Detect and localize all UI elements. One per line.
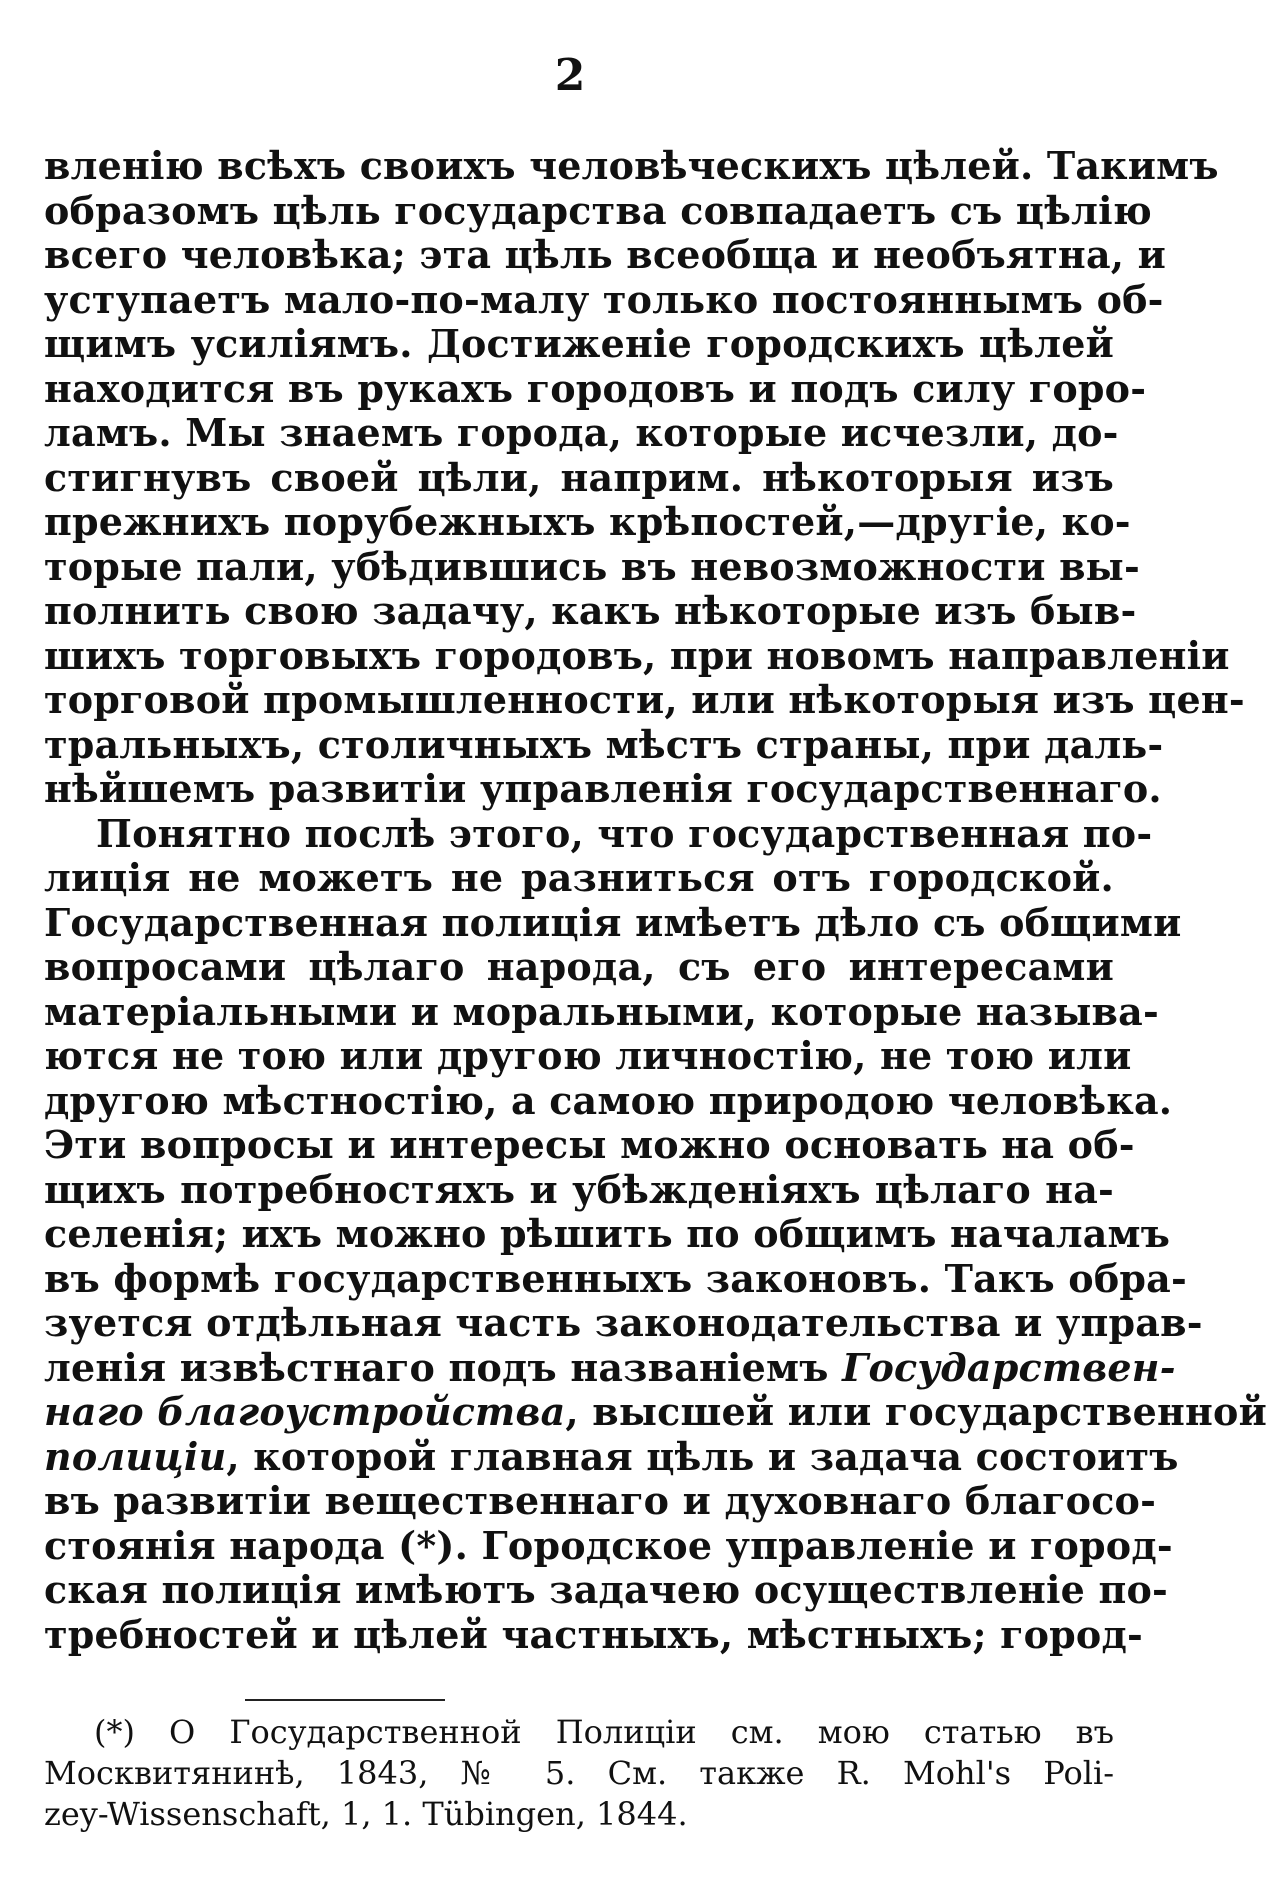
text-line: всего человѣка; эта цѣль всеобща и необъятна, и xyxy=(44,232,1167,277)
page-number: 2 xyxy=(554,50,586,101)
italic-term: полиціи xyxy=(44,1433,227,1479)
text-line: щихъ потребностяхъ и убѣжденіяхъ цѣлаго на- xyxy=(44,1166,1114,1212)
text-line: ская полиція имѣютъ задачею осуществленіе по- xyxy=(44,1567,1169,1612)
text-line: въ развитіи вещественнаго и духовнаго благосо- xyxy=(44,1478,1157,1523)
text-line: щимъ усиліямъ. Достиженіе городскихъ цѣлей xyxy=(44,321,1114,366)
text-line-with-italic xyxy=(44,1389,1267,1435)
text-line: уступаетъ мало-по-малу только постояннымъ об- xyxy=(44,276,1164,322)
text-line: селенія; ихъ можно рѣшить по общимъ началамъ xyxy=(44,1211,1171,1256)
text-line: торые пали, убѣдившись въ невозможности вы- xyxy=(44,543,1140,589)
text-line: ламъ. Мы знаемъ города, которые исчезли, до- xyxy=(44,410,1119,455)
footnote-line: zey-Wissenschaft, 1, 1. Tübingen, 1844. xyxy=(44,1795,688,1833)
text-line: тральныхъ, столичныхъ мѣстъ страны, при даль- xyxy=(44,721,1164,767)
text-line: прежнихъ порубежныхъ крѣпостей,—другіе, ко- xyxy=(44,499,1131,544)
italic-term: наго благоустройства xyxy=(44,1389,566,1434)
paragraph-end-line: нѣйшемъ развитіи управленія государственнаго. xyxy=(44,766,1162,811)
footnote-divider xyxy=(245,1699,445,1701)
footnote-line: (*) О Государственной Полиціи см. мою статью въ xyxy=(94,1713,1114,1751)
text-line: вленію всѣхъ своихъ человѣческихъ цѣлей. Такимъ xyxy=(44,143,1219,188)
text-line: Эти вопросы и интересы можно основать на об- xyxy=(44,1122,1135,1167)
text-line: въ формѣ государственныхъ законовъ. Такъ обра- xyxy=(44,1255,1187,1301)
paragraph-start-line: Понятно послѣ этого, что государственная по- xyxy=(96,810,1153,856)
text-line: матеріальными и моральными, которые называ- xyxy=(44,988,1159,1034)
text-line: ются не тою или другою личностію, не тою или xyxy=(44,1033,1132,1078)
text-line: вопросами цѣлаго народа, съ его интересами xyxy=(44,944,1114,989)
footnote xyxy=(44,1712,1114,1835)
text-line: требностей и цѣлей частныхъ, мѣстныхъ; город- xyxy=(44,1611,1143,1657)
text-line: стоянія народа (*). Городское управленіе и город- xyxy=(44,1522,1173,1568)
text-line: лиція не можетъ не разниться отъ городской. xyxy=(44,855,1114,900)
footnote-line: Москвитянинѣ, 1843, № 5. См. также R. Mohl's Poli- xyxy=(44,1754,1114,1792)
italic-term: Государствен- xyxy=(842,1344,1176,1390)
text-line: образомъ цѣль государства совпадаетъ съ цѣлію xyxy=(44,187,1152,233)
text-line: Государственная полиція имѣетъ дѣло съ общими xyxy=(44,899,1182,945)
text-line: стигнувъ своей цѣли, наприм. нѣкоторыя изъ xyxy=(44,454,1114,500)
text-line: шихъ торговыхъ городовъ, при новомъ направленіи xyxy=(44,632,1230,678)
body-text xyxy=(44,143,1267,1657)
text-line: полнить свою задачу, какъ нѣкоторые изъ быв- xyxy=(44,588,1137,633)
text-segment: , которой главная цѣль и задача состоитъ xyxy=(226,1433,1179,1479)
text-segment: , высшей или государственной xyxy=(565,1389,1267,1434)
text-line: торговой промышленности, или нѣкоторыя изъ цен- xyxy=(44,677,1245,722)
text-line: зуется отдѣльная часть законодательства и управ- xyxy=(44,1300,1203,1345)
text-line-with-italic xyxy=(44,1344,1176,1391)
text-segment: ленія извѣстнаго подъ названіемъ xyxy=(44,1344,843,1390)
text-line-with-italic xyxy=(44,1433,1179,1480)
text-line: находится въ рукахъ городовъ и подъ силу горо- xyxy=(44,365,1147,411)
text-line: другою мѣстностію, а самою природою человѣка. xyxy=(44,1077,1173,1123)
